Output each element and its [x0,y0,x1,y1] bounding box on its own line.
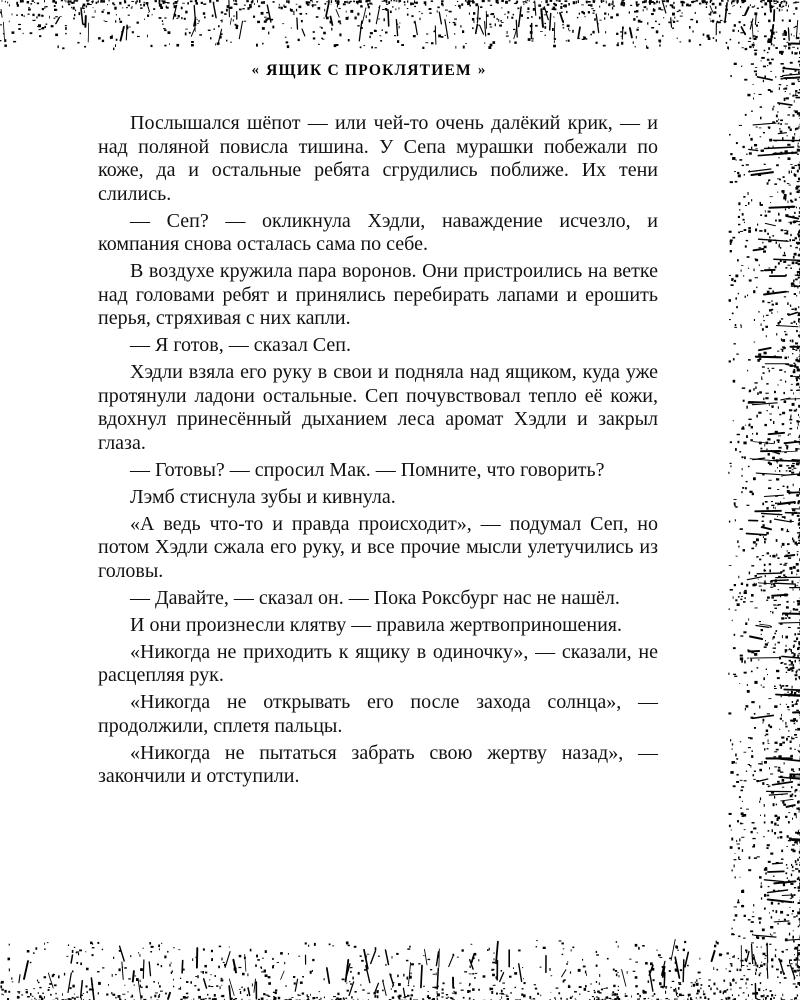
paragraph: И они произнесли клятву — правила жертвоприношения. [130,613,622,636]
running-header [0,62,738,80]
paragraph: Лэмб стиснула зубы и кивнула. [130,485,396,508]
left-ornament-icon: « [251,62,261,78]
paragraph: — Давайте, — сказал он. — Пока Роксбург нас не нашёл. [130,586,620,609]
paragraph: «А ведь что-то и правда происходит», — подумал Сеп, но потом Хэдли сжала его руку, и все прочие мысли улетучились из головы. [98,512,658,582]
paragraph: «Никогда не пытаться забрать свою жертву назад», — закончили и отступили. [98,741,658,787]
paragraph: — Я готов, — сказал Сеп. [130,334,351,356]
paragraph: «Никогда не приходить к ящику в одиночку», — сказали, не расцепляя рук. [98,640,658,686]
paragraph: «Никогда не открывать его после захода солнца», — продолжили, сплетя пальцы. [98,691,658,737]
body-text [98,112,658,789]
paragraph: — Сеп? — окликнула Хэдли, наваждение исчезло, и компания снова осталась сама по себе. [98,209,658,255]
running-header-title: ЯЩИК С ПРОКЛЯТИЕМ [266,62,472,79]
paragraph: В воздухе кружила пара воронов. Они пристроились на ветке над головами ребят и принялись перебирать лапами и ерошить перья, стряхивая с них капли. [98,260,658,329]
paragraph: Хэдли взяла его руку в свои и подняла над ящиком, куда уже протянули ладони остальные. Сеп почувствовал тепло её кожи, вдохнул принесённый дыханием леса аромат Хэдли и закрыл глаза. [98,361,658,454]
paragraph: Послышался шёпот — или чей-то очень далёкий крик, — и над поляной повисла тишина. У Сепа мурашки побежали по коже, да и остальные ребята сгрудились поближе. Их тени слились. [98,112,658,205]
paragraph: — Готовы? — спросил Мак. — Помните, что говорить? [130,458,605,481]
right-ornament-icon: » [477,62,487,78]
